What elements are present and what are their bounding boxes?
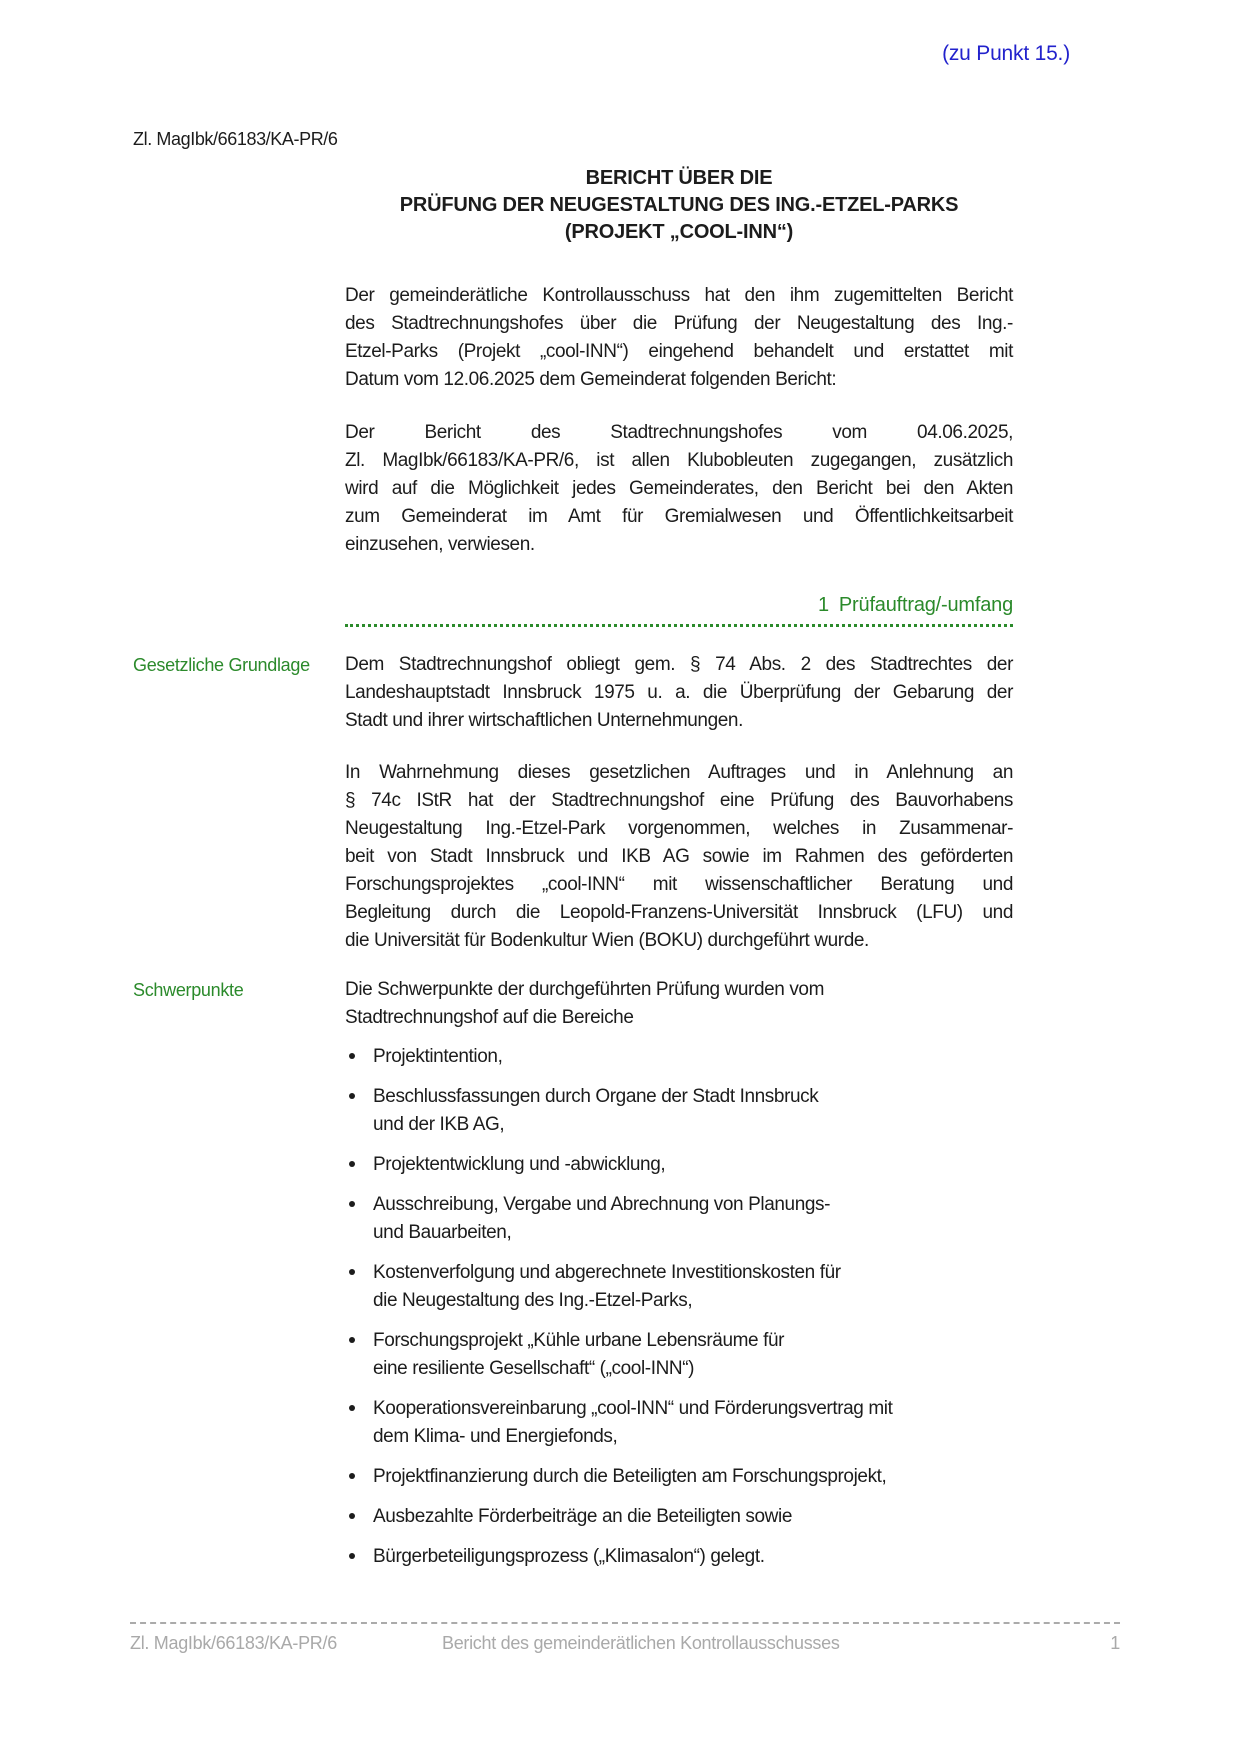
list-item — [345, 1151, 1013, 1179]
text-line: die Universität für Bodenkultur Wien (BOKU) durchgeführt wurde. — [345, 930, 869, 951]
intro-paragraph-2 — [345, 419, 1013, 559]
text-line: Ausschreibung, Vergabe und Abrechnung von Planungs- — [373, 1194, 831, 1215]
footer-reference: Zl. MagIbk/66183/KA-PR/6 — [130, 1633, 337, 1653]
margin-label-schwerpunkte: Schwerpunkte — [133, 980, 244, 1000]
text-line: Bürgerbeteiligungsprozess („Klimasalon“) gelegt. — [373, 1546, 765, 1567]
text-line: des Stadtrechnungshofes über die Prüfung der Neugestaltung des Ing.- — [345, 313, 1013, 334]
mandate-paragraph — [345, 759, 1013, 955]
bullet-icon — [349, 1269, 355, 1275]
text-line: Kooperationsvereinbarung „cool-INN“ und Förderungsvertrag mit — [373, 1398, 893, 1419]
margin-label-gesetzliche-grundlage: Gesetzliche Grundlage — [133, 655, 310, 675]
text-line: und der IKB AG, — [373, 1114, 505, 1135]
bullet-icon — [349, 1473, 355, 1479]
title-line: BERICHT ÜBER DIE — [585, 167, 773, 189]
list-item — [345, 1503, 1013, 1531]
text-line: Kostenverfolgung und abgerechnete Investitionskosten für — [373, 1262, 841, 1283]
text-line: und Bauarbeiten, — [373, 1222, 512, 1243]
list-item — [345, 1043, 1013, 1071]
focus-bullet-list — [345, 1043, 1013, 1571]
text-line: Die Schwerpunkte der durchgeführten Prüfung wurden vom — [345, 979, 825, 1000]
section-heading-pruefauftrag — [345, 593, 1013, 627]
text-line: Stadt und ihrer wirtschaftlichen Unternehmungen. — [345, 710, 743, 731]
section-heading-label: Prüfauftrag/-umfang — [838, 594, 1013, 616]
reference-number: Zl. MagIbk/66183/KA-PR/6 — [133, 129, 338, 149]
text-line: Ausbezahlte Förderbeiträge an die Beteiligten sowie — [373, 1506, 792, 1527]
text-line: Projektfinanzierung durch die Beteiligten am Forschungsprojekt, — [373, 1466, 887, 1487]
list-item — [345, 1395, 1013, 1451]
document-title — [345, 165, 1013, 246]
text-line: Forschungsprojekt „Kühle urbane Lebensräume für — [373, 1330, 785, 1351]
title-line: (PROJEKT „COOL-INN“) — [564, 221, 794, 243]
list-item — [345, 1327, 1013, 1383]
section-number: 1 — [817, 594, 829, 616]
text-line: die Neugestaltung des Ing.-Etzel-Parks, — [373, 1290, 693, 1311]
text-line: beit von Stadt Innsbruck und IKB AG sowie im Rahmen des geförderten — [345, 846, 1013, 867]
text-line: Projektintention, — [373, 1046, 503, 1067]
corner-note: (zu Punkt 15.) — [942, 42, 1070, 65]
list-item — [345, 1191, 1013, 1247]
text-line: Forschungsprojektes „cool-INN“ mit wissenschaftlicher Beratung und — [345, 874, 1013, 895]
bullet-icon — [349, 1161, 355, 1167]
text-line: Datum vom 12.06.2025 dem Gemeinderat folgenden Bericht: — [345, 369, 837, 390]
footer-document-title: Bericht des gemeinderätlichen Kontrollausschusses — [442, 1633, 840, 1653]
bullet-icon — [349, 1201, 355, 1207]
bullet-icon — [349, 1093, 355, 1099]
text-line: § 74c IStR hat der Stadtrechnungshof eine Prüfung des Bauvorhabens — [345, 790, 1013, 811]
text-line: Beschlussfassungen durch Organe der Stadt Innsbruck — [373, 1086, 819, 1107]
text-line: Landeshauptstadt Innsbruck 1975 u. a. die Überprüfung der Gebarung der — [345, 682, 1013, 703]
text-line: Der gemeinderätliche Kontrollausschuss hat den ihm zugemittelten Bericht — [345, 285, 1013, 306]
intro-paragraph-1 — [345, 282, 1013, 394]
text-line: Der Bericht des Stadtrechnungshofes vom 04.06.2025, — [345, 422, 1013, 443]
bullet-icon — [349, 1053, 355, 1059]
page-footer — [130, 1622, 1120, 1654]
text-line: zum Gemeinderat im Amt für Gremialwesen und Öffentlichkeitsarbeit — [345, 506, 1013, 527]
text-line: Stadtrechnungshof auf die Bereiche — [345, 1007, 634, 1028]
text-line: Neugestaltung Ing.-Etzel-Park vorgenommen, welches in Zusammenar- — [345, 818, 1013, 839]
list-item — [345, 1083, 1013, 1139]
list-item — [345, 1463, 1013, 1491]
text-line: Zl. MagIbk/66183/KA-PR/6, ist allen Klubobleuten zugegangen, zusätzlich — [345, 450, 1013, 471]
title-line: PRÜFUNG DER NEUGESTALTUNG DES ING.-ETZEL-PARKS — [399, 194, 959, 216]
text-line: In Wahrnehmung dieses gesetzlichen Auftrages und in Anlehnung an — [345, 762, 1013, 783]
bullet-icon — [349, 1553, 355, 1559]
text-line: dem Klima- und Energiefonds, — [373, 1426, 618, 1447]
focus-intro-paragraph — [133, 976, 1013, 1032]
text-line: Begleitung durch die Leopold-Franzens-Universität Innsbruck (LFU) und — [345, 902, 1013, 923]
text-line: Etzel-Parks (Projekt „cool-INN“) eingehend behandelt und erstattet mit — [345, 341, 1013, 362]
text-line: eine resiliente Gesellschaft“ („cool-INN“) — [373, 1358, 695, 1379]
legal-basis-paragraph — [133, 651, 1013, 735]
footer-page-number: 1 — [1110, 1633, 1120, 1653]
text-line: Dem Stadtrechnungshof obliegt gem. § 74 Abs. 2 des Stadtrechtes der — [345, 654, 1013, 675]
bullet-icon — [349, 1513, 355, 1519]
text-line: einzusehen, verwiesen. — [345, 534, 535, 555]
text-line: wird auf die Möglichkeit jedes Gemeinderates, den Bericht bei den Akten — [345, 478, 1013, 499]
text-line: Projektentwicklung und -abwicklung, — [373, 1154, 666, 1175]
list-item — [345, 1259, 1013, 1315]
bullet-icon — [349, 1405, 355, 1411]
list-item — [345, 1543, 1013, 1571]
bullet-icon — [349, 1337, 355, 1343]
